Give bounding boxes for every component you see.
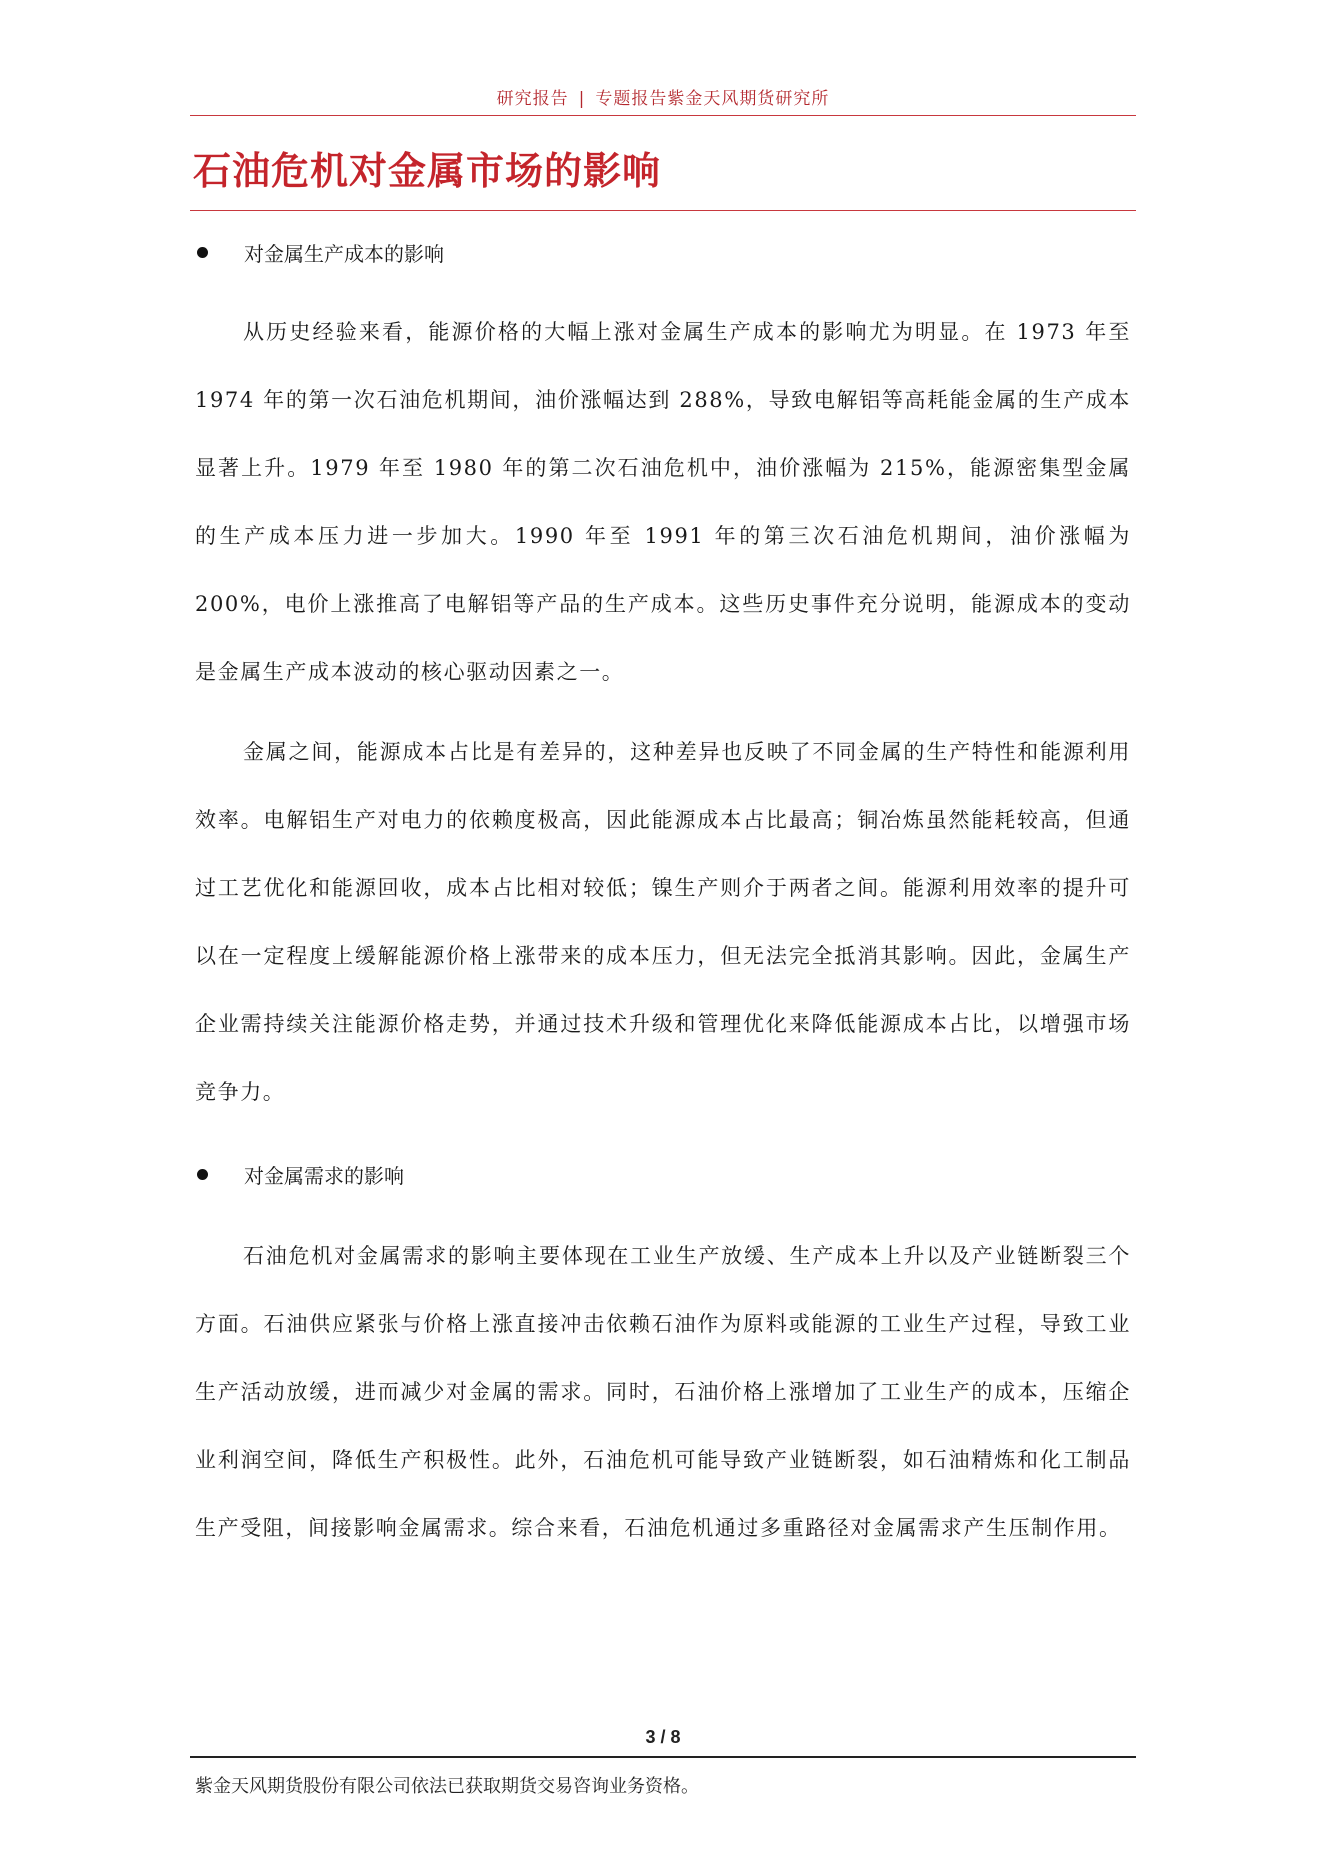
report-header bbox=[190, 84, 1136, 109]
page-number: 3 / 8 bbox=[645, 1727, 681, 1747]
footer-divider bbox=[190, 1756, 1136, 1758]
header-separator: | bbox=[578, 89, 586, 109]
bullet-icon bbox=[197, 247, 208, 258]
section-heading-text: 对金属需求的影响 bbox=[244, 1164, 404, 1188]
paragraph-cost-history: 从历史经验来看，能源价格的大幅上涨对金属生产成本的影响尤为明显。在 1973 年至 1974 年的第一次石油危机期间，油价涨幅达到 288%，导致电解铝等高耗能金属的生产成本显著上升。1979 年至 1980 年的第二次石油危机中，油价涨幅为 215%，能源密集型金属的生产成本压力进一步加大。1990 年至 1991 年的第三次石油危机期间，油价涨幅为 200%，电价上涨推高了电解铝等产品的生产成本。这些历史事件充分说明，能源成本的变动是金属生产成本波动的核心驱动因素之一。 bbox=[195, 320, 1131, 684]
section-heading-demand bbox=[197, 1160, 404, 1189]
header-category: 研究报告 bbox=[496, 89, 569, 109]
paragraph-cost-difference: 金属之间，能源成本占比是有差异的，这种差异也反映了不同金属的生产特性和能源利用效率。电解铝生产对电力的依赖度极高，因此能源成本占比最高；铜冶炼虽然能耗较高，但通过工艺优化和能源回收，成本占比相对较低；镍生产则介于两者之间。能源利用效率的提升可以在一定程度上缓解能源价格上涨带来的成本压力，但无法完全抵消其影响。因此，金属生产企业需持续关注能源价格走势，并通过技术升级和管理优化来降低能源成本占比，以增强市场竞争力。 bbox=[195, 740, 1131, 1104]
header-divider bbox=[190, 115, 1136, 116]
header-source: 专题报告紫金天风期货研究所 bbox=[595, 89, 830, 109]
bullet-icon bbox=[197, 1169, 208, 1180]
footer-disclaimer: 紫金天风期货股份有限公司依法已获取期货交易咨询业务资格。 bbox=[195, 1776, 699, 1796]
section-heading-cost bbox=[197, 238, 444, 267]
title-divider bbox=[190, 210, 1136, 211]
paragraph-demand: 石油危机对金属需求的影响主要体现在工业生产放缓、生产成本上升以及产业链断裂三个方面。石油供应紧张与价格上涨直接冲击依赖石油作为原料或能源的工业生产过程，导致工业生产活动放缓，进而减少对金属的需求。同时，石油价格上涨增加了工业生产的成本，压缩企业利润空间，降低生产积极性。此外，石油危机可能导致产业链断裂，如石油精炼和化工制品生产受阻，间接影响金属需求。综合来看，石油危机通过多重路径对金属需求产生压制作用。 bbox=[195, 1244, 1131, 1540]
section-heading-text: 对金属生产成本的影响 bbox=[244, 242, 444, 266]
page-title: 石油危机对金属市场的影响 bbox=[193, 148, 662, 193]
